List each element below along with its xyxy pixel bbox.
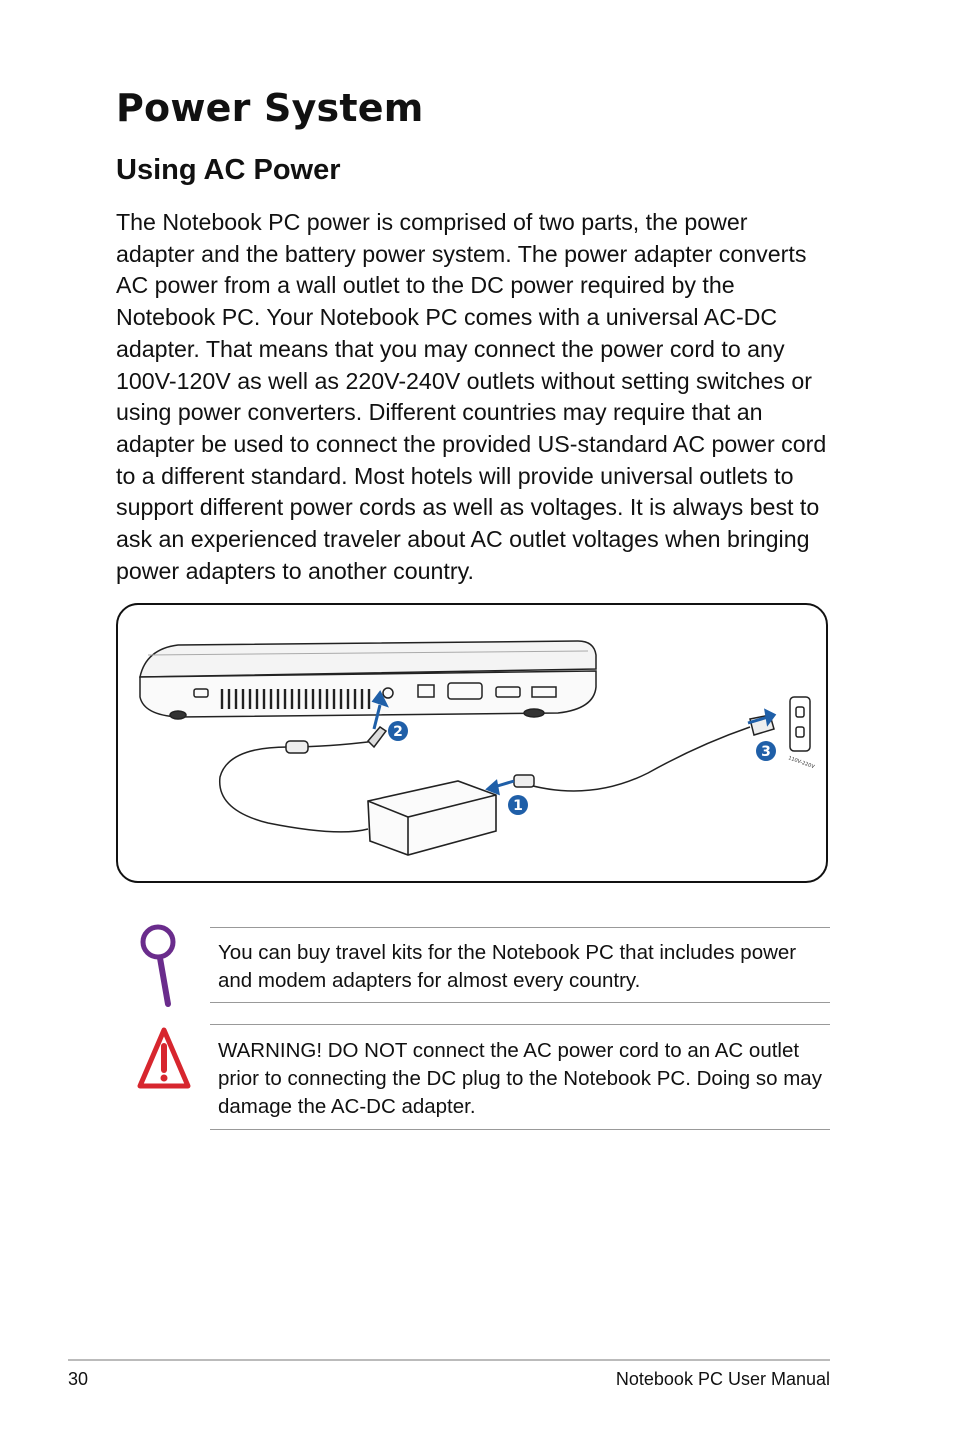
ac-power-connection-diagram xyxy=(116,603,828,883)
footer-divider xyxy=(68,1359,830,1361)
section-heading: Using AC Power xyxy=(116,154,341,186)
step-badge-1 xyxy=(508,795,528,815)
step-badge-3 xyxy=(756,741,776,761)
svg-text:1: 1 xyxy=(513,798,523,814)
page-title: Power System xyxy=(116,86,424,130)
tip-note-text: You can buy travel kits for the Notebook PC that includes power and modem adapters for almost every country. xyxy=(218,941,797,992)
connection-illustration xyxy=(118,605,828,883)
dc-cable xyxy=(220,727,386,832)
ac-adapter xyxy=(368,781,496,855)
page-number: 30 xyxy=(68,1369,89,1389)
manual-title: Notebook PC User Manual xyxy=(615,1369,830,1389)
notebook-side-view xyxy=(140,641,596,719)
step-badge-2 xyxy=(388,721,408,741)
warning-note xyxy=(210,1024,830,1130)
warning-triangle-icon xyxy=(136,1026,192,1097)
outlet-voltage-label: 110V-220V xyxy=(787,755,816,771)
warning-note-text: WARNING! DO NOT connect the AC power cord to an AC outlet prior to connecting the DC plug to the Notebook PC. Doing so may damage the AC-DC adapter. xyxy=(218,1039,822,1118)
tip-note xyxy=(210,927,830,1003)
body-paragraph: The Notebook PC power is comprised of two parts, the power adapter and the battery power system. The power adapter converts AC power from a wall outlet to the DC power required by the Notebook PC. Your Notebook PC comes with a universal AC-DC adapter. That means that you may connect the power cord to any 100V-120V as well as 220V-240V outlets without setting switches or using power converters. Different countries may require that an adapter be used to connect the provided US-standard AC power cord to a different standard. Most hotels will provide universal outlets to support different power cords as well as voltages. It is always best to ask an experienced traveler about AC outlet voltages when bringing power adapters to another country. xyxy=(116,209,827,584)
svg-text:3: 3 xyxy=(761,744,771,760)
svg-text:2: 2 xyxy=(393,724,403,740)
magnifier-tip-icon xyxy=(138,922,182,1013)
